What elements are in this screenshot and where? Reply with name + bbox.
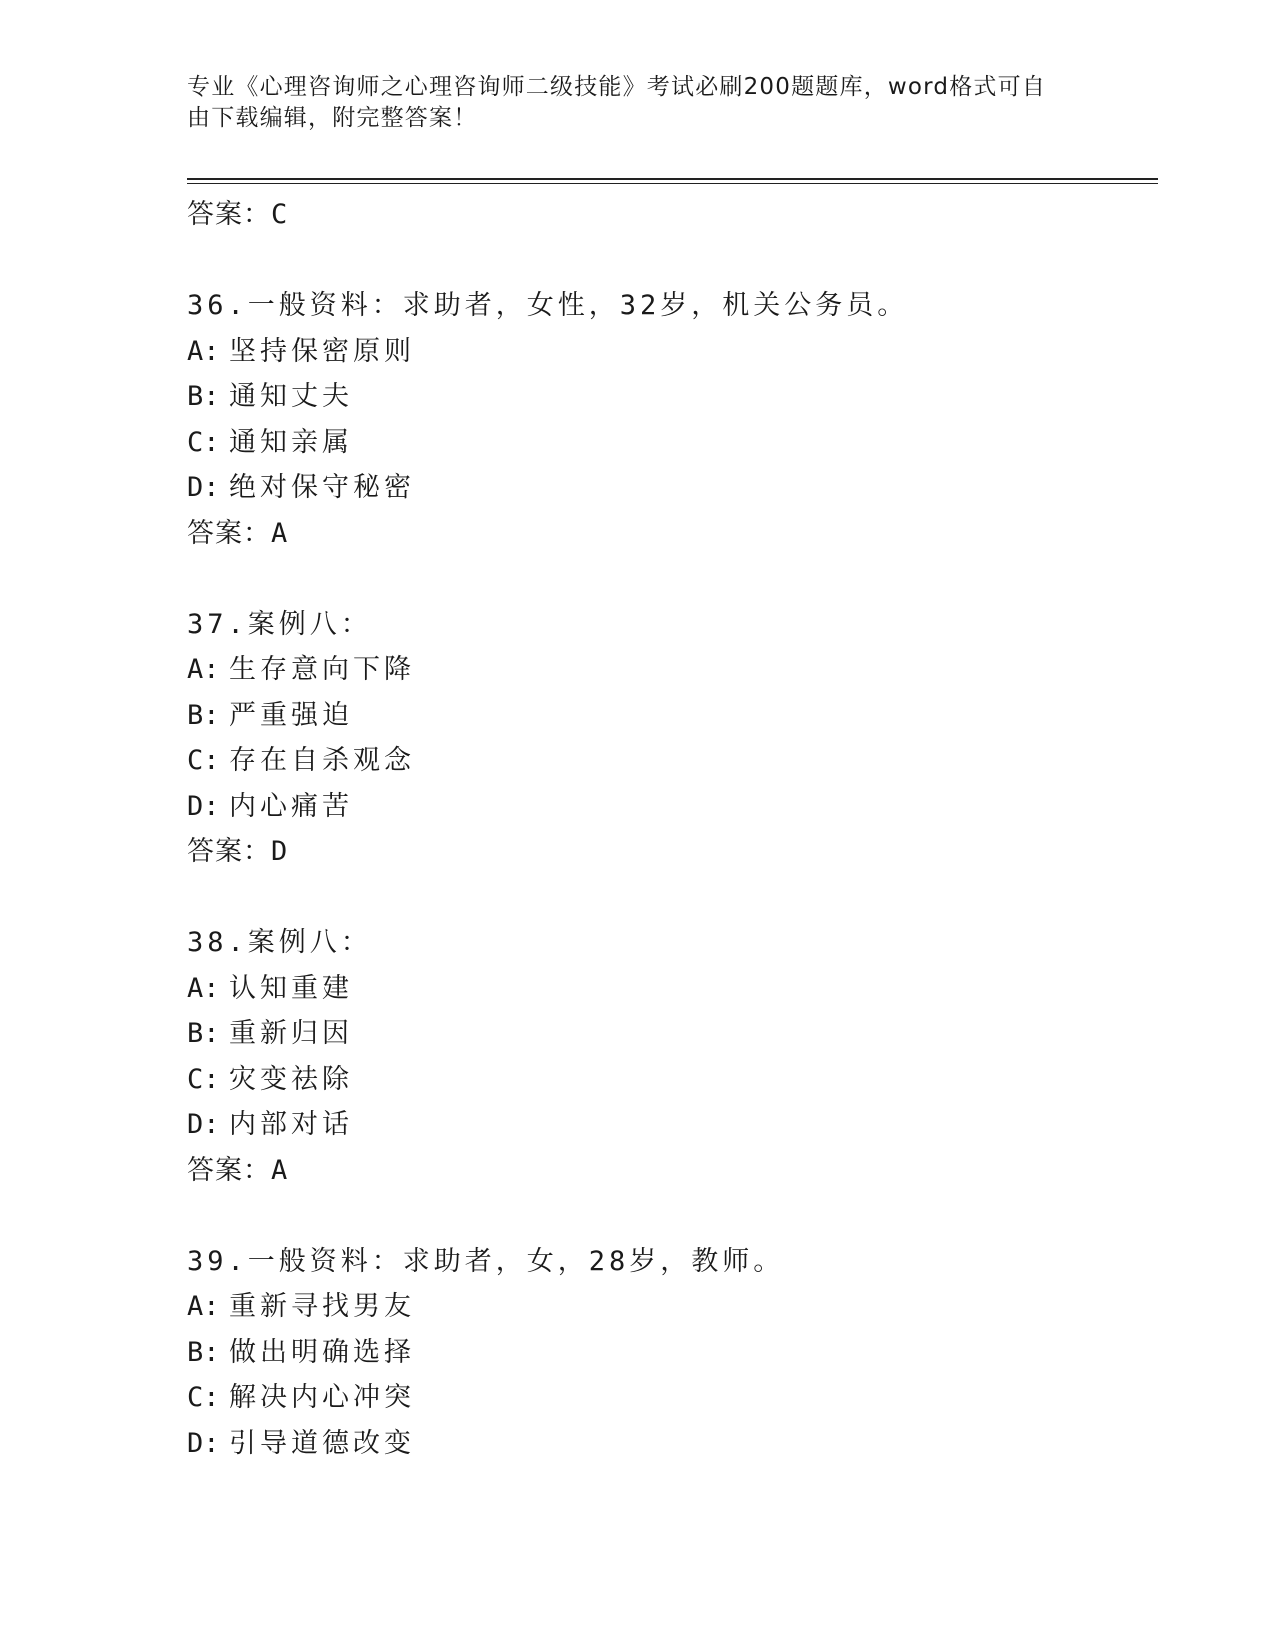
header-divider-thick <box>187 178 1158 180</box>
document-header <box>187 72 1087 134</box>
option-text: 生存意向下降 <box>229 654 415 685</box>
answer-value: C <box>271 199 288 230</box>
option-text: 解决内心冲突 <box>229 1382 415 1413</box>
option-a <box>187 966 1147 1012</box>
answer-line <box>187 511 1147 557</box>
option-letter: C: <box>187 1063 220 1095</box>
option-c <box>187 1375 1147 1421</box>
answer-value: A <box>271 517 288 549</box>
option-c <box>187 420 1147 466</box>
option-b <box>187 1011 1147 1057</box>
option-letter: B: <box>187 1018 220 1049</box>
option-text: 引导道德改变 <box>229 1427 415 1459</box>
answer-value: A <box>271 1154 288 1186</box>
question-block <box>187 602 1147 875</box>
option-text: 严重强迫 <box>229 699 353 731</box>
option-text: 坚持保密原则 <box>229 335 415 367</box>
option-b <box>187 374 1147 420</box>
answer-label: 答案： <box>187 199 271 230</box>
question-block <box>187 1239 1147 1467</box>
option-b <box>187 693 1147 739</box>
answer-line <box>187 192 1147 238</box>
option-letter: A: <box>187 972 220 1004</box>
spacer <box>187 556 1147 602</box>
answer-value: D <box>271 836 288 867</box>
option-text: 灾变祛除 <box>229 1063 353 1095</box>
option-text: 重新归因 <box>229 1018 353 1049</box>
spacer <box>187 1193 1147 1239</box>
option-text: 绝对保守秘密 <box>229 472 415 503</box>
question-block <box>187 283 1147 556</box>
option-text: 重新寻找男友 <box>229 1291 415 1322</box>
answer-label: 答案： <box>187 517 271 549</box>
option-letter: B: <box>187 1336 220 1368</box>
option-letter: D: <box>187 472 220 503</box>
option-d <box>187 1421 1147 1467</box>
option-letter: C: <box>187 745 220 776</box>
option-text: 通知丈夫 <box>229 381 353 412</box>
option-a <box>187 1284 1147 1330</box>
option-a <box>187 329 1147 375</box>
option-text: 做出明确选择 <box>229 1336 415 1368</box>
option-d <box>187 784 1147 830</box>
header-divider-thin <box>187 183 1158 184</box>
header-line-1: 专业《心理咨询师之心理咨询师二级技能》考试必刷200题题库，word格式可自 <box>187 74 1047 100</box>
option-text: 通知亲属 <box>229 426 353 458</box>
option-d <box>187 1102 1147 1148</box>
option-d <box>187 465 1147 511</box>
question-stem: 36.一般资料：求助者，女性，32岁，机关公务员。 <box>187 290 909 321</box>
question-stem: 37.案例八： <box>187 608 372 640</box>
option-letter: C: <box>187 426 220 458</box>
option-letter: A: <box>187 335 220 367</box>
option-a <box>187 647 1147 693</box>
question-stem: 38.案例八： <box>187 927 372 958</box>
question-list <box>187 192 1147 1466</box>
option-letter: C: <box>187 1382 220 1413</box>
option-text: 内心痛苦 <box>229 790 353 822</box>
option-b <box>187 1330 1147 1376</box>
question-stem: 39.一般资料：求助者，女，28岁，教师。 <box>187 1245 785 1277</box>
spacer <box>187 238 1147 284</box>
option-letter: D: <box>187 1427 220 1459</box>
option-letter: B: <box>187 381 220 412</box>
option-text: 认知重建 <box>229 972 353 1004</box>
option-letter: D: <box>187 1109 220 1140</box>
question-block <box>187 920 1147 1193</box>
option-c <box>187 738 1147 784</box>
spacer <box>187 875 1147 921</box>
option-letter: D: <box>187 790 220 822</box>
answer-label: 答案： <box>187 836 271 867</box>
answer-line <box>187 1148 1147 1194</box>
answer-line <box>187 829 1147 875</box>
answer-label: 答案： <box>187 1154 271 1186</box>
option-letter: A: <box>187 654 220 685</box>
option-text: 存在自杀观念 <box>229 745 415 776</box>
option-letter: B: <box>187 699 220 731</box>
header-line-2: 由下载编辑，附完整答案！ <box>187 105 478 131</box>
option-c <box>187 1057 1147 1103</box>
option-text: 内部对话 <box>229 1109 353 1140</box>
option-letter: A: <box>187 1291 220 1322</box>
